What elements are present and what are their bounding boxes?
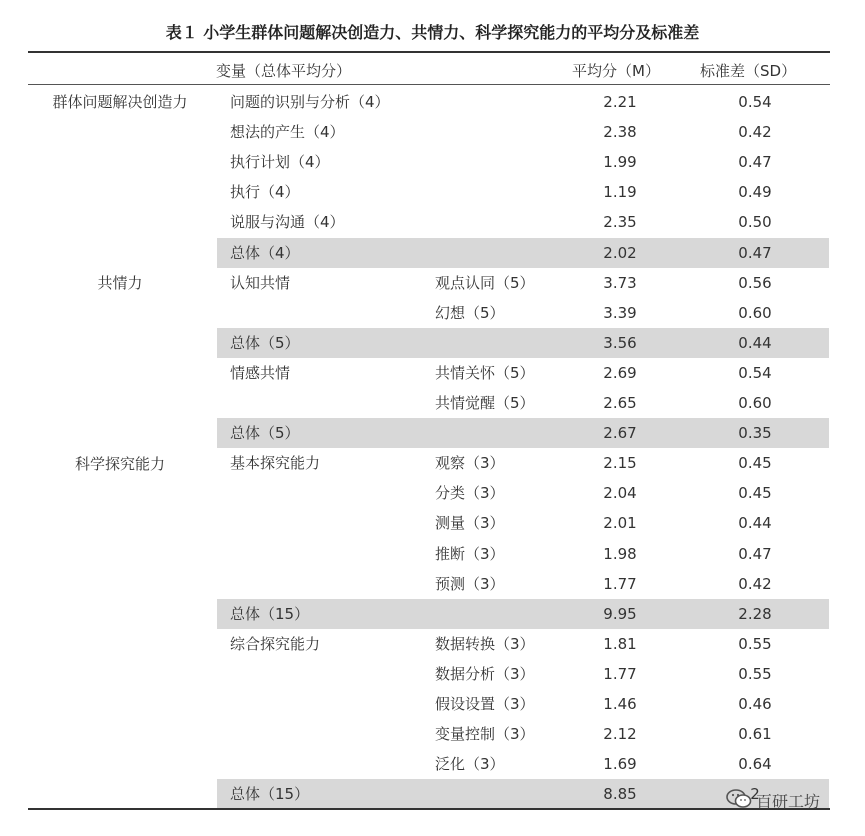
subscale-label: 情感共情 (230, 364, 291, 382)
subscale-label: 基本探究能力 (230, 454, 321, 472)
item-label: 变量控制（3） (435, 725, 535, 743)
subscale-label: 执行（4） (230, 183, 300, 201)
mean-value: 2.04 (603, 484, 637, 502)
sd-value: 0.49 (738, 183, 772, 201)
mean-value: 2.02 (603, 244, 637, 262)
top-rule (28, 51, 830, 53)
sd-value: 0.50 (738, 213, 772, 231)
sd-value: 0.47 (738, 244, 772, 262)
mean-value: 2.69 (603, 364, 637, 382)
sd-value: 0.42 (738, 123, 772, 141)
sd-value: 2 (750, 785, 760, 803)
table-row (0, 147, 865, 177)
subscale-label: 总体（5） (230, 424, 300, 442)
mean-value: 1.77 (603, 575, 637, 593)
table-row (0, 689, 865, 719)
header-rule (28, 84, 830, 85)
sd-value: 0.60 (738, 394, 772, 412)
table-row (0, 629, 865, 659)
item-label: 共情关怀（5） (435, 364, 535, 382)
mean-value: 2.67 (603, 424, 637, 442)
table-total-row (0, 418, 865, 448)
mean-value: 2.21 (603, 93, 637, 111)
sd-value: 0.60 (738, 304, 772, 322)
sd-value: 0.35 (738, 424, 772, 442)
sd-value: 0.44 (738, 334, 772, 352)
table-row (0, 569, 865, 599)
item-label: 观点认同（5） (435, 274, 535, 292)
sd-value: 0.55 (738, 635, 772, 653)
table-title: 表１ 小学生群体问题解决创造力、共情力、科学探究能力的平均分及标准差 (165, 23, 700, 42)
mean-value: 2.01 (603, 514, 637, 532)
header-mean: 平均分（M） (572, 62, 660, 80)
bottom-rule (28, 808, 830, 810)
watermark (726, 786, 844, 812)
subscale-label: 总体（5） (230, 334, 300, 352)
table-row (0, 539, 865, 569)
watermark-text: 百研工坊 (756, 792, 821, 811)
category-science: 科学探究能力 (74, 455, 165, 473)
mean-value: 2.15 (603, 454, 637, 472)
subscale-label: 总体（15） (230, 785, 310, 803)
sd-value: 0.55 (738, 665, 772, 683)
mean-value: 1.77 (603, 665, 637, 683)
table-row (0, 207, 865, 237)
mean-value: 2.35 (603, 213, 637, 231)
table-row (0, 749, 865, 779)
mean-value: 3.39 (603, 304, 637, 322)
mean-value: 1.46 (603, 695, 637, 713)
mean-value: 1.69 (603, 755, 637, 773)
mean-value: 8.85 (603, 785, 637, 803)
table-row (0, 117, 865, 147)
sd-value: 0.47 (738, 545, 772, 563)
sd-value: 0.61 (738, 725, 772, 743)
sd-value: 0.46 (738, 695, 772, 713)
table-row (0, 298, 865, 328)
item-label: 假设设置（3） (435, 695, 535, 713)
table-row (0, 448, 865, 478)
mean-value: 9.95 (603, 605, 637, 623)
table-row (0, 388, 865, 418)
item-label: 数据转换（3） (435, 635, 535, 653)
table-total-row (0, 599, 865, 629)
item-label: 推断（3） (435, 545, 505, 563)
table-row (0, 659, 865, 689)
wechat-icon (726, 789, 752, 809)
subscale-label: 认知共情 (230, 274, 291, 292)
mean-value: 1.19 (603, 183, 637, 201)
subscale-label: 总体（4） (230, 244, 300, 262)
header-sd: 标准差（SD） (700, 62, 797, 80)
sd-value: 0.47 (738, 153, 772, 171)
mean-value: 1.99 (603, 153, 637, 171)
table-total-row (0, 238, 865, 268)
subscale-label: 想法的产生（4） (230, 123, 345, 141)
item-label: 幻想（5） (435, 304, 505, 322)
table-row (0, 177, 865, 207)
category-creativity: 群体问题解决创造力 (52, 93, 188, 111)
sd-value: 2.28 (738, 605, 772, 623)
table-row (0, 719, 865, 749)
mean-value: 1.98 (603, 545, 637, 563)
sd-value: 0.42 (738, 575, 772, 593)
item-label: 泛化（3） (435, 755, 505, 773)
item-label: 分类（3） (435, 484, 505, 502)
mean-value: 3.56 (603, 334, 637, 352)
item-label: 预测（3） (435, 575, 505, 593)
subscale-label: 综合探究能力 (230, 635, 321, 653)
table-row (0, 478, 865, 508)
sd-value: 0.44 (738, 514, 772, 532)
subscale-label: 问题的识别与分析（4） (230, 93, 390, 111)
mean-value: 2.12 (603, 725, 637, 743)
subscale-label: 执行计划（4） (230, 153, 330, 171)
mean-value: 2.38 (603, 123, 637, 141)
table-total-row (0, 328, 865, 358)
header-variable: 变量（总体平均分） (216, 62, 352, 80)
table-row (0, 358, 865, 388)
table-row (0, 508, 865, 538)
category-empathy: 共情力 (97, 274, 143, 292)
item-label: 测量（3） (435, 514, 505, 532)
sd-value: 0.54 (738, 364, 772, 382)
subscale-label: 说服与沟通（4） (230, 213, 345, 231)
subscale-label: 总体（15） (230, 605, 310, 623)
table-row (0, 268, 865, 298)
sd-value: 0.45 (738, 454, 772, 472)
mean-value: 2.65 (603, 394, 637, 412)
sd-value: 0.56 (738, 274, 772, 292)
sd-value: 0.54 (738, 93, 772, 111)
sd-value: 0.45 (738, 484, 772, 502)
item-label: 数据分析（3） (435, 665, 535, 683)
sd-value: 0.64 (738, 755, 772, 773)
mean-value: 3.73 (603, 274, 637, 292)
item-label: 共情觉醒（5） (435, 394, 535, 412)
mean-value: 1.81 (603, 635, 637, 653)
table-row (0, 87, 865, 117)
item-label: 观察（3） (435, 454, 505, 472)
